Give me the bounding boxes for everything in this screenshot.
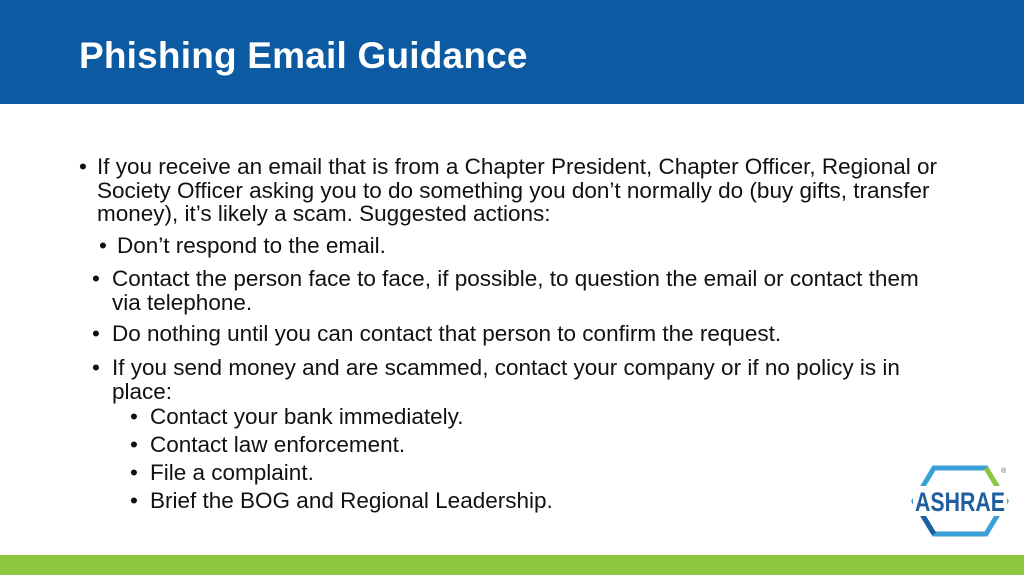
slide-title: Phishing Email Guidance [79,35,528,76]
bullet-dot-icon: • [99,233,107,258]
bullet-dot-icon: • [130,432,138,457]
bullet-step-2 [130,433,910,457]
bullet-step-1 [130,405,910,429]
bullet-intro-text: If you receive an email that is from a Chapter President, Chapter Officer, Regional or Society Officer asking you to do something you don’t normally do (buy gifts, transfer money), it’s likely a scam. Suggested actions: [97,154,937,226]
ashrae-logo [912,464,1008,538]
bullet-dot-icon: • [92,355,100,380]
bullet-action-text: Contact the person face to face, if possible, to question the email or contact them via telephone. [112,266,919,315]
bullet-intro [79,155,959,226]
bullet-action-text: If you send money and are scammed, contact your company or if no policy is in place: [112,355,900,404]
bullet-step-text: File a complaint. [150,460,314,485]
bullet-dot-icon: • [92,321,100,346]
bullet-action-4 [92,356,952,403]
bullet-step-3 [130,461,910,485]
bullet-dot-icon: • [130,404,138,429]
bullet-step-4 [130,489,910,513]
bullet-dot-icon: • [130,460,138,485]
bullet-action-2 [92,267,952,314]
registered-mark-icon: ® [1001,468,1007,475]
bullet-action-3 [92,322,952,346]
footer-bar [0,555,1024,575]
logo-wordmark: ASHRAE [915,487,1005,517]
ashrae-logo-graphic [912,464,1008,538]
bullet-step-text: Contact your bank immediately. [150,404,464,429]
bullet-dot-icon: • [130,488,138,513]
bullet-dot-icon: • [92,266,100,291]
bullet-dot-icon: • [79,154,87,179]
bullet-action-1 [99,234,939,258]
bullet-action-text: Don’t respond to the email. [117,233,386,258]
bullet-step-text: Contact law enforcement. [150,432,406,457]
bullet-action-text: Do nothing until you can contact that person to confirm the request. [112,321,782,346]
bullet-step-text: Brief the BOG and Regional Leadership. [150,488,553,513]
